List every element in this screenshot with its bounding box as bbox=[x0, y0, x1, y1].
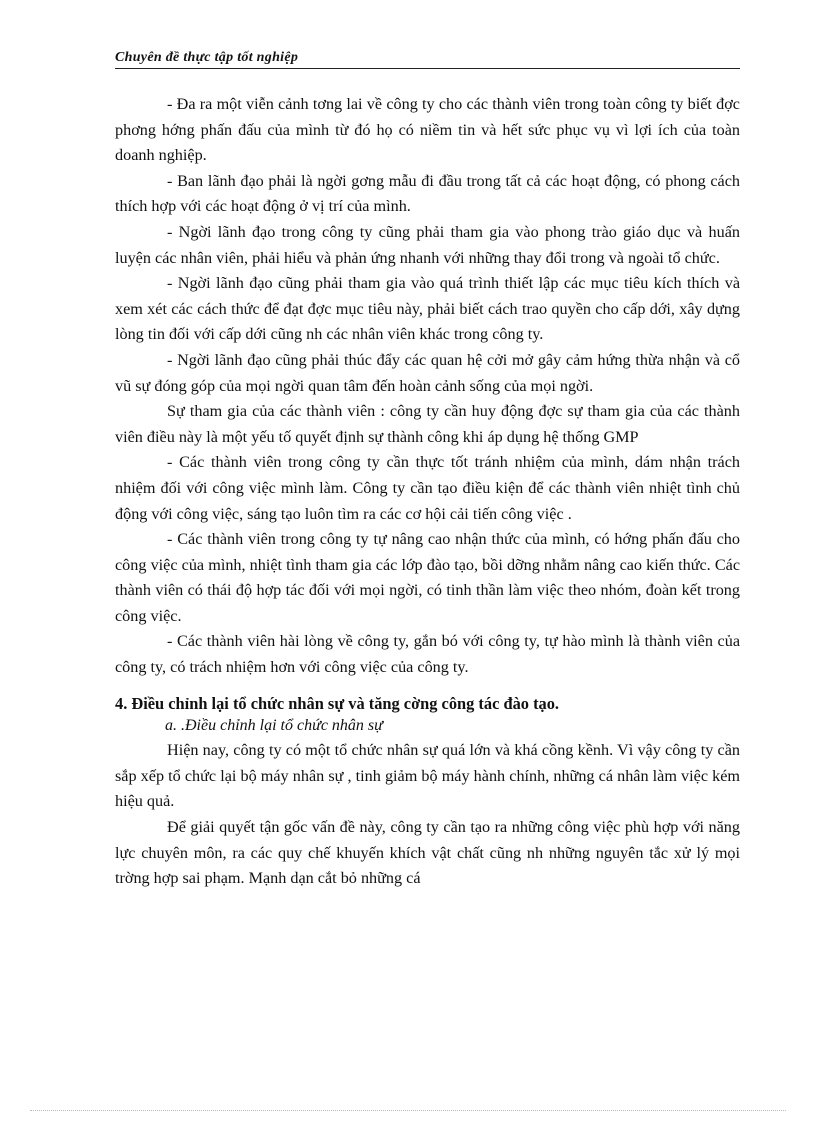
paragraph: - Ban lãnh đạo phải là ngời gơng mẫu đi đầu trong tất cả các hoạt động, có phong cách thích hợp với các hoạt động ở vị trí của mình. bbox=[115, 171, 740, 216]
page-header bbox=[115, 48, 740, 69]
paragraph: - Các thành viên hài lòng về công ty, gắn bó với công ty, tự hào mình là thành viên của công ty, có trách nhiệm hơn với công việc của công ty. bbox=[115, 632, 740, 677]
paragraph: - Ngời lãnh đạo cũng phải tham gia vào quá trình thiết lập các mục tiêu kích thích và xem xét các cách thức để đạt đợc mục tiêu này, phải biết cách trao quyền cho cấp dới, xây dựng lòng tin đối với cấp dới cũng nh các nhân viên khác trong công ty. bbox=[115, 274, 740, 344]
paragraph: Sự tham gia của các thành viên : công ty cần huy động đợc sự tham gia của các thành viên điều này là một yếu tố quyết định sự thành công khi áp dụng hệ thống GMP bbox=[115, 402, 740, 446]
document-body bbox=[115, 92, 740, 892]
paragraph: - Ngời lãnh đạo cũng phải thúc đẩy các quan hệ cởi mở gây cảm hứng thừa nhận và cổ vũ sự đóng góp của mọi ngời quan tâm đến hoàn cảnh sống của mọi ngời. bbox=[115, 350, 740, 395]
paragraph: Hiện nay, công ty có một tổ chức nhân sự quá lớn và khá cồng kềnh. Vì vậy công ty cần sắp xếp tổ chức lại bộ máy nhân sự , tinh giảm bộ máy hành chính, những cá nhân làm việc kém hiệu quả. bbox=[115, 741, 740, 811]
footer-divider bbox=[30, 1110, 786, 1111]
section-heading: 4. Điều chỉnh lại tổ chức nhân sự và tăng cờng công tác đào tạo. bbox=[115, 693, 560, 713]
paragraph: Để giải quyết tận gốc vấn đề này, công ty cần tạo ra những công việc phù hợp với năng lực chuyên môn, ra các quy chế khuyến khích vật chất cũng nh những nguyên tắc xử lý mọi trờng hợp sai phạm. Mạnh dạn cắt bỏ những cá bbox=[115, 818, 740, 888]
paragraph: - Ngời lãnh đạo trong công ty cũng phải tham gia vào phong trào giáo dục và huấn luyện các nhân viên, phải hiểu và phản ứng nhanh với những thay đổi trong và ngoài tổ chức. bbox=[115, 222, 740, 267]
header-title: Chuyên đề thực tập tốt nghiệp bbox=[115, 50, 299, 65]
paragraph: - Các thành viên trong công ty tự nâng cao nhận thức của mình, có hớng phấn đấu cho công việc của mình, nhiệt tình tham gia các lớp đào tạo, bồi dỡng nhằm nâng cao kiến thức. Các thành viên có thái độ hợp tác đối với mọi ngời, có tinh thần làm việc theo nhóm, đoàn kết trong công việc. bbox=[115, 530, 740, 625]
paragraph: - Đa ra một viễn cảnh tơng lai về công ty cho các thành viên trong toàn công ty biết đợc phơng hớng phấn đấu của mình từ đó họ có niềm tin và hết sức phục vụ vì lợi ích của toàn doanh nghiệp. bbox=[115, 95, 740, 165]
paragraph: - Các thành viên trong công ty cần thực tốt tránh nhiệm của mình, dám nhận trách nhiệm đối với công việc mình làm. Công ty cần tạo điều kiện để các thành viên nhiệt tình chủ động với công việc, sáng tạo luôn tìm ra các cơ hội cải tiến công việc . bbox=[115, 453, 740, 523]
section-subheading: a. .Điều chỉnh lại tổ chức nhân sự bbox=[165, 717, 383, 735]
